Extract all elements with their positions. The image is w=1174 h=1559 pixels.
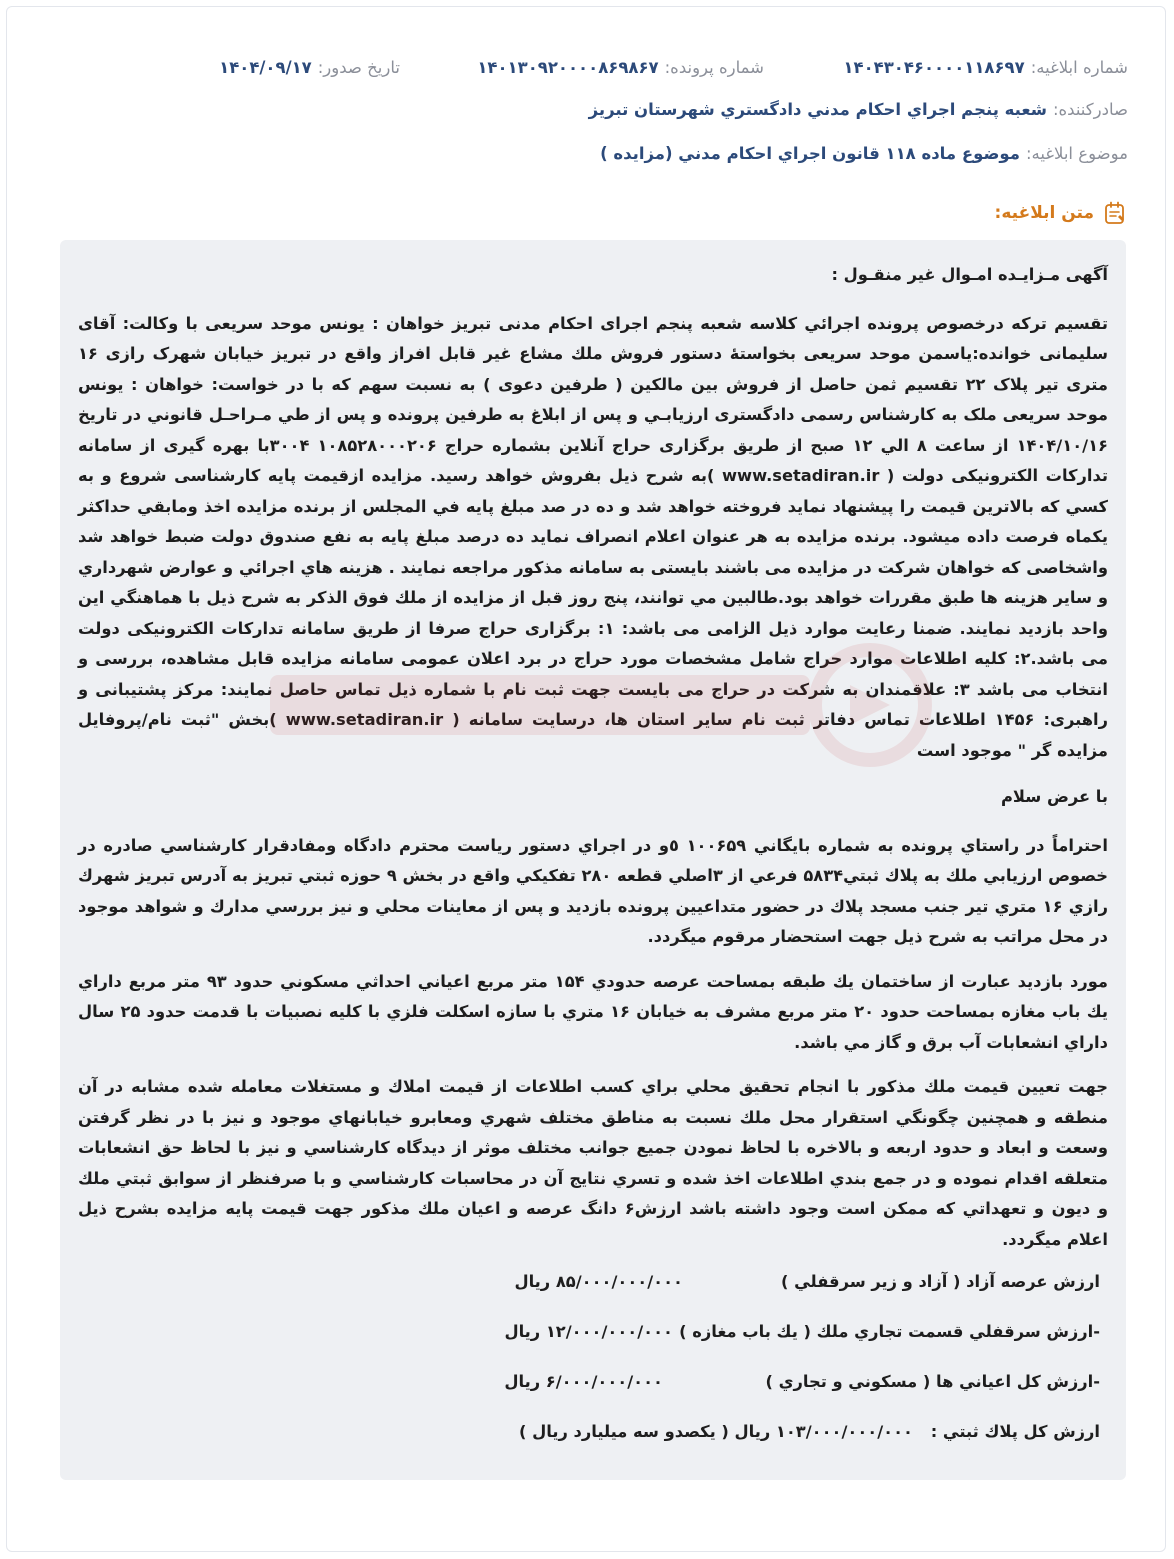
valuation-label: ارزش عرصه آزاد ( آزاد و زير سرقفلي ) [780, 1272, 1100, 1291]
subject-row [46, 144, 1128, 163]
issuer-label: صادرکننده: [1052, 100, 1128, 119]
valuation-value: ۱۲/۰۰۰/۰۰۰/۰۰۰ ريال [504, 1322, 673, 1341]
subject-value: موضوع ماده ۱۱۸ قانون اجراي احكام مدني (مزايده ) [600, 144, 1020, 163]
notice-number [843, 58, 1128, 77]
issue-date-value: ۱۴۰۴/۰۹/۱۷ [219, 58, 312, 77]
issuer-row [46, 100, 1128, 119]
valuation-value: ۶/۰۰۰/۰۰۰/۰۰۰ ريال [504, 1372, 663, 1391]
valuation-row [78, 1267, 1108, 1317]
greeting: با عرض سلام [1000, 787, 1108, 806]
case-number [477, 58, 764, 77]
issuer-value: شعبه پنجم اجراي احكام مدني دادگستري شهرستان تبريز [588, 100, 1047, 119]
valuation-label: -ارزش كل اعياني ها ( مسكوني و تجاري ) [765, 1372, 1100, 1391]
expert-report-intro: احتراماً در راستاي پرونده به شماره بايگاني ۱۰۰۶۵۹ ٥و در اجراي دستور رياست محترم دادگاه ومفادقرار كارشناسي صادره در خصوص ارزيابي ملك به پلاك ثبتي۵۸۳۴ فرعي از ۳اصلي قطعه ۲۸۰ تفكيكي واقع در بخش ۹ حوزه ثبتي تبريز به آدرس تبريز شهرك رازي ۱۶ متري تير جنب مسجد پلاك در حضور متداعيين پرونده بازديد و پس از معاينات محلي و نيز بررسي مدارك و شواهد موجود در محل مراتب به شرح ذيل جهت استحضار مرقوم ميگردد. [78, 835, 1109, 946]
case-number-label: شماره پرونده: [664, 58, 764, 77]
valuation-row [78, 1367, 1108, 1417]
notice-body-panel [60, 240, 1126, 1480]
valuation-list [78, 1267, 1108, 1467]
valuation-label: -ارزش سرقفلي قسمت تجاري ملك ( يك باب مغازه ) [679, 1322, 1100, 1341]
valuation-value: ۱۰۳/۰۰۰/۰۰۰/۰۰۰ ريال ( يكصدو سه ميليارد ريال ) [518, 1422, 913, 1441]
notice-text-heading [995, 200, 1128, 226]
valuation-row [78, 1317, 1108, 1367]
issue-date [219, 58, 400, 77]
notice-number-value: ۱۴۰۴۳۰۴۶۰۰۰۰۱۱۸۶۹۷ [843, 58, 1025, 77]
valuation-row [78, 1417, 1108, 1467]
property-description: مورد بازديد عبارت از ساختمان يك طبقه بمساحت عرصه حدودي ۱۵۴ متر مربع اعياني احداثي مسكوني حدود ۹۳ متر مربع داراي يك باب مغازه بمساحت حدود ۲۰ متر مربع مشرف به خيابان ۱۶ متري با سازه اسكلت فلزي با كليه نصبيات با قدمت حدود ۲۵ سال داراي انشعابات آب برق و گاز مي باشد. [78, 971, 1108, 1052]
valuation-value: ۸۵/۰۰۰/۰۰۰/۰۰۰ ريال [514, 1272, 683, 1291]
notice-text-title: متن ابلاغیه: [994, 203, 1094, 223]
notice-number-label: شماره ابلاغیه: [1030, 58, 1128, 77]
subject-label: موضوع ابلاغیه: [1025, 144, 1128, 163]
auction-announcement: تقسیم ترکه درخصوص پرونده اجرائي کلاسه شعبه پنجم اجرای احکام مدنی تبریز خواهان : یونس موحد سریعی با وکالت: آقای سلیمانی خوانده:یاسمن موحد سریعی بخواستهٔ دستور فروش ملك مشاع غیر قابل افراز واقع در تبریز خیابان شهرک رازی ۱۶ متری تیر پلاک ۲۲ تقسیم ثمن حاصل از فروش بین مالکین ( طرفین دعوی ) به نسبت سهم که با در خواست: خواهان : یونس موحد سریعی ملک به کارشناس رسمی دادگستری ارزیابـي و پس از ابلاغ به طرفين پرونده و پس از طي مـراحـل قانوني در تاريخ ۱۴۰۴/۱۰/۱۶ از ساعت ۸ الي ۱۲ صبح از طریق برگزاری حراج آنلاین بشماره حراج ۱۰۸۵۲۸۰۰۰۲۰۶ ۳۰۰۴با بهره گیری از سامانه تدارکات الکترونیکی دولت ( www.setadiran.ir )به شرح ذیل بفروش خواهد رسید. مزایده ازقیمت پایه کارشناسی شروع و به کسي که بالاترين قيمت را پيشنهاد نمايد فروخته خواهد شد و ده در صد مبلغ پایه في المجلس از برنده مزایده اخذ ومابقي حداکثر یکماه فرصت داده میشود. برنده مزایده به هر عنوان اعلام انصراف نماید ده درصد مبلغ پایه به نفع صندوق دولت ضبط خواهد شد واشخاصی که خواهان شرکت در مزایده می باشند بایستی به سامانه مذکور مراجعه نمایند . هزينه هاي اجرائي و عوارض شهرداري و ساير هزينه ها طبق مقررات خواهد بود.طالبين مي توانند، پنج روز قبل از مزايده از ملك فوق الذكر به شرح ذيل با هماهنگي اين واحد بازديد نمايند. ضمنا رعایت موارد ذیل الزامی می باشد: ۱: برگزاری حراج صرفا از طریق سامانه تدارکات الکترونیکی دولت می باشد.۲: کلیه اطلاعات موارد حراج شامل مشخصات مورد حراج در برد اعلان عمومی سامانه مزایده قابل مشاهده، بررسی و انتخاب می باشد ۳: علاقمندان به شرکت در حراج می بایست جهت ثبت نام با شماره ذیل تماس حاصل نمایند: مرکز پشتیبانی و راهبری: ۱۴۵۶ اطلاعات تماس دفاتر ثبت نام سایر استان ها، درسایت سامانه ( www.setadiran.ir )بخش "ثبت نام/پروفایل مزایده گر " موجود است [78, 313, 1109, 760]
notice-heading: آگهی مـزایـده امـوال غیر منقـول : [831, 265, 1108, 284]
valuation-method: جهت تعيين قيمت ملك مذكور با انجام تحقيق محلي براي كسب اطلاعات از قيمت املاك و مستغلات معامله شده مشابه در آن منطقه و همچنين چگونگي استقرار محل ملك نسبت به مناطق مختلف شهري ومعابرو خيابانهاي موجود و نيز با در نظر گرفتن وسعت و ابعاد و حدود اربعه و بالاخره با لحاظ نمودن جميع جوانب مختلف موثر از ديدگاه كارشناسي و نيز با لحاظ حق انشعابات متعلقه اقدام نموده و در جمع بندي اطلاعات اخذ شده و تسري نتايج آن در محاسبات كارشناسي و با صرفنظر از سوابق ثبتي ملك و ديون و تعهداتي كه ممكن است وجود داشته باشد ارزش۶ دانگ عرصه و اعيان ملك مذكور جهت قيمت پايه مزايده بشرح ذيل اعلام ميگردد. [78, 1077, 1108, 1249]
notepad-icon [1102, 200, 1128, 226]
issue-date-label: تاریخ صدور: [317, 58, 400, 77]
case-number-value: ۱۴۰۱۳۰۹۲۰۰۰۰۸۶۹۸۶۷ [477, 58, 659, 77]
valuation-label: ارزش كل پلاك ثبتي : [930, 1422, 1100, 1441]
